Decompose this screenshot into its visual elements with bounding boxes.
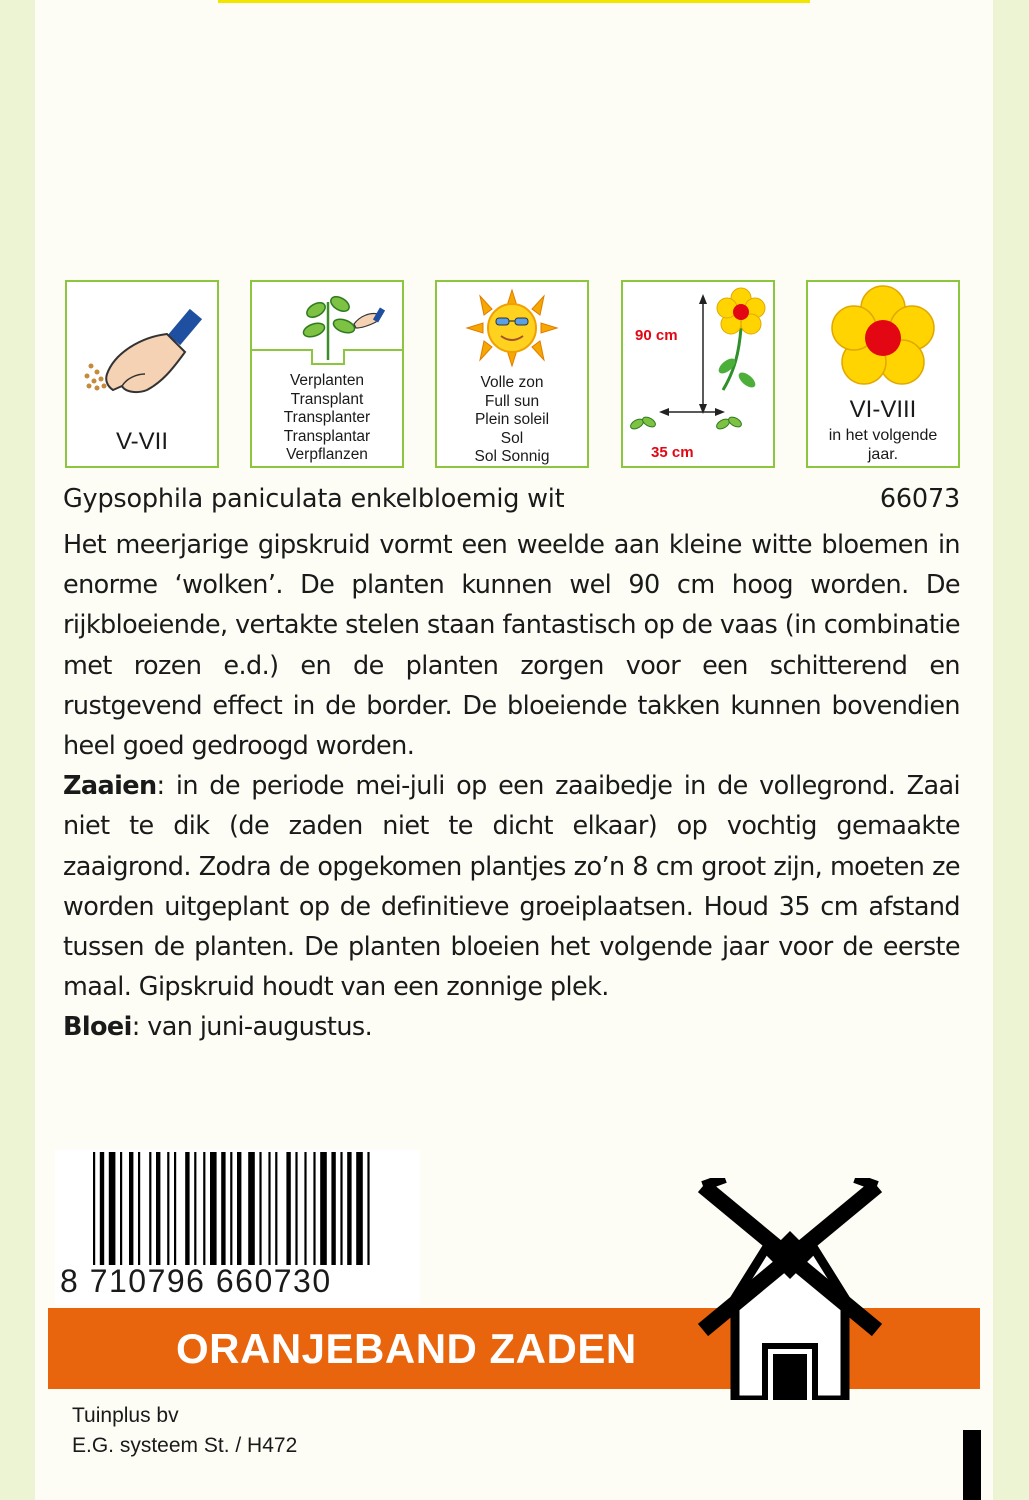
barcode-bar	[138, 1152, 140, 1265]
sowing-icon-box	[65, 280, 219, 468]
barcode-bar	[356, 1152, 363, 1265]
height-label: 90 cm	[635, 327, 678, 344]
barcode-bar	[167, 1152, 169, 1265]
sun-caption-es: Sol	[500, 429, 524, 447]
barcode-bar	[367, 1152, 369, 1265]
size-icon-box	[621, 280, 775, 468]
barcode-bar	[230, 1152, 232, 1265]
barcode-bar	[194, 1152, 196, 1265]
transplant-caption-es: Transplantar	[283, 427, 371, 445]
sun-caption-nl: Volle zon	[480, 374, 544, 391]
barcode-bar	[120, 1152, 122, 1265]
registration-code: E.G. systeem St. / H472	[72, 1434, 298, 1457]
barcode-bar	[185, 1152, 189, 1265]
sun-icon	[437, 282, 587, 372]
bloom-icon-box	[806, 280, 960, 468]
barcode-bar	[156, 1152, 160, 1265]
sowing-label: Zaaien	[63, 771, 157, 802]
bloom-paragraph	[63, 1007, 960, 1047]
barcode-bar	[149, 1152, 151, 1265]
barcode-bar	[286, 1152, 290, 1265]
description-paragraph: Het meerjarige gipskruid vormt een weelde aan kleine witte bloemen in enorme ‘wolken’. De planten kunnen wel 90 cm hoog worden. De rijkbloeiende, vertakte stelen staan fantastisch op de vaas (in combinatie met rozen e.d.) en de planten zorgen voor een schitterend en rustgevend effect in de border. De bloeiende takken kunnen bovendien heel goed gedroogd worden.	[63, 530, 960, 762]
sowing-paragraph	[63, 766, 960, 1007]
barcode-bars	[55, 1150, 420, 1265]
bloom-note	[808, 427, 958, 464]
transplant-caption-fr: Transplanter	[283, 409, 371, 426]
transplant-captions	[252, 372, 402, 465]
barcode-bar	[268, 1152, 270, 1265]
barcode-bar	[174, 1152, 176, 1265]
bloom-label: Bloei	[63, 1012, 132, 1043]
product-title-row	[63, 484, 960, 514]
sun-caption-en: Full sun	[484, 392, 540, 410]
top-yellow-strip	[218, 0, 810, 3]
brand-name: ORANJEBAND ZADEN	[176, 1325, 637, 1372]
barcode-digits: 8 710796 660730	[60, 1263, 332, 1299]
barcode-bar	[109, 1152, 116, 1265]
barcode-bar	[129, 1152, 133, 1265]
product-number: 66073	[879, 484, 960, 514]
sun-caption-de: Sol Sonnig	[474, 448, 550, 465]
company-name: Tuinplus bv	[72, 1404, 179, 1427]
product-description-block	[63, 525, 960, 1048]
flower-icon	[808, 282, 958, 402]
barcode-bar	[275, 1152, 277, 1265]
seedling-transplant-icon	[252, 282, 402, 372]
barcode-bar	[340, 1152, 342, 1265]
barcode-bar	[304, 1152, 306, 1265]
barcode-bar	[203, 1152, 205, 1265]
transplant-caption-de: Verpflanzen	[286, 446, 368, 463]
sun-captions	[437, 374, 587, 467]
bloom-note-line2: jaar.	[867, 445, 899, 463]
registration-mark	[963, 1430, 981, 1500]
sun-icon-box	[435, 280, 589, 468]
windmill-icon	[695, 1178, 885, 1400]
barcode-bar	[331, 1152, 335, 1265]
bloom-period: VI-VIII	[849, 396, 917, 423]
transplant-caption-en: Transplant	[290, 390, 364, 408]
sun-caption-fr: Plein soleil	[474, 411, 550, 428]
barcode-bar	[93, 1152, 95, 1265]
sowing-text: : in de periode mei-juli op een zaaibedje in de vollegrond. Zaai niet te dik (de zaden niet te dicht elkaar) op vochtig gemaakte zaaigrond. Zodra de opgekomen plantjes zo’n 8 cm groot zijn, moeten ze worden uitgeplant op de definitieve groeiplaatsen. Houd 35 cm afstand tussen de planten. De planten bloeien het volgende jaar voor de eerste maal. Gipskruid houdt van een zonnige plek.	[63, 771, 960, 1003]
barcode-bar	[347, 1152, 351, 1265]
barcode-bar	[295, 1152, 297, 1265]
barcode-bar	[100, 1152, 104, 1265]
barcode-bar	[237, 1152, 241, 1265]
barcode-bar	[259, 1152, 261, 1265]
barcode-bar	[313, 1152, 315, 1265]
transplant-icon-box	[250, 280, 404, 468]
spacing-label: 35 cm	[651, 444, 694, 461]
barcode-bar	[210, 1152, 217, 1265]
barcode-bar	[248, 1152, 255, 1265]
sowing-period: V-VII	[115, 428, 169, 455]
barcode-bar	[221, 1152, 225, 1265]
flower-size-icon	[623, 282, 773, 466]
barcode-bar	[320, 1152, 327, 1265]
transplant-caption-nl: Verplanten	[289, 372, 365, 389]
bloom-text: : van juni-augustus.	[131, 1012, 373, 1043]
product-name: Gypsophila paniculata enkelbloemig wit	[63, 484, 565, 514]
bloom-note-line1: in het volgende	[828, 427, 938, 444]
